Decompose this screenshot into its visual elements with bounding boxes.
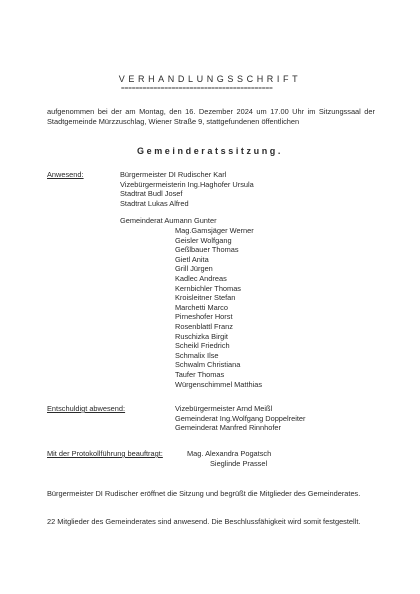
session-title: Gemeinderatssitzung. (136, 146, 284, 156)
minutes-label: Mit der Protokollführung beauftragt: (47, 449, 163, 458)
minutes-list-second (210, 459, 267, 469)
intro-paragraph (47, 107, 375, 126)
paragraph-text: Bürgermeister DI Rudischer eröffnet die Sitzung und begrüßt die Mitglieder des Gemeinderates. (47, 489, 361, 498)
list-item: Sieglinde Prassel (210, 459, 268, 468)
present-officials-list (120, 170, 254, 208)
list-item: Taufer Thomas (175, 369, 225, 379)
list-item: Gemeinderat Ing.Wolfgang Doppelreiter (175, 413, 306, 423)
document-title: VERHANDLUNGSSCHRIFT (118, 74, 302, 84)
list-item: Mag.Gamsjäger Werner (175, 226, 254, 235)
list-item: Rosenblattl Franz (175, 321, 233, 331)
list-item: Stadtrat Budl Josef (120, 189, 183, 199)
list-item: Ruschizka Birgit (175, 331, 228, 341)
list-item: Gemeinderat Manfred Rinnhofer (175, 423, 281, 433)
council-members-list (175, 226, 262, 389)
list-item: Grill Jürgen (175, 264, 213, 274)
intro-text: aufgenommen bei der am Montag, den 16. Dezember 2024 um 17.00 Uhr im Sitzungssaal der Stadtgemeinde Mürzzuschlag, Wiener Straße 9, stattgefundenen öffentlichen (47, 107, 375, 126)
list-item: Kadlec Andreas (175, 273, 227, 283)
excused-list (175, 404, 306, 433)
opening-paragraph (47, 489, 375, 499)
list-item: Stadtrat Lukas Alfred (120, 198, 189, 208)
list-item: Gietl Anita (175, 254, 209, 264)
list-item: Bürgermeister DI Rudischer Karl (120, 170, 227, 179)
list-item: Vizebürgermeister Arnd Meißl (175, 404, 273, 413)
title-underline-rule: ========================================== (121, 86, 273, 92)
excused-label: Entschuldigt abwesend: (47, 404, 126, 413)
list-item: Marchetti Marco (175, 302, 228, 312)
list-item: Kroisleitner Stefan (175, 293, 236, 303)
list-item: Geßlbauer Thomas (175, 245, 239, 255)
list-item: Kernbichler Thomas (175, 283, 241, 293)
present-label: Anwesend: (47, 170, 84, 179)
list-item: Geisler Wolfgang (175, 235, 232, 245)
list-item: Scheikl Friedrich (175, 341, 230, 351)
list-item: Pirneshofer Horst (175, 312, 233, 322)
minutes-list (187, 449, 271, 459)
paragraph-text: 22 Mitglieder des Gemeinderates sind anwesend. Die Beschlussfähigkeit wird somit festgestellt. (47, 517, 361, 526)
list-item: Gemeinderat Aumann Gunter (120, 216, 217, 225)
list-item: Vizebürgermeisterin Ing.Haghofer Ursula (120, 179, 254, 189)
list-item: Schwalm Christiana (175, 360, 241, 370)
list-item: Schmalix Ilse (175, 350, 219, 360)
quorum-paragraph (47, 517, 375, 527)
list-item: Würgenschimmel Matthias (175, 379, 263, 389)
council-first-line (120, 216, 217, 226)
list-item: Mag. Alexandra Pogatsch (187, 449, 272, 458)
